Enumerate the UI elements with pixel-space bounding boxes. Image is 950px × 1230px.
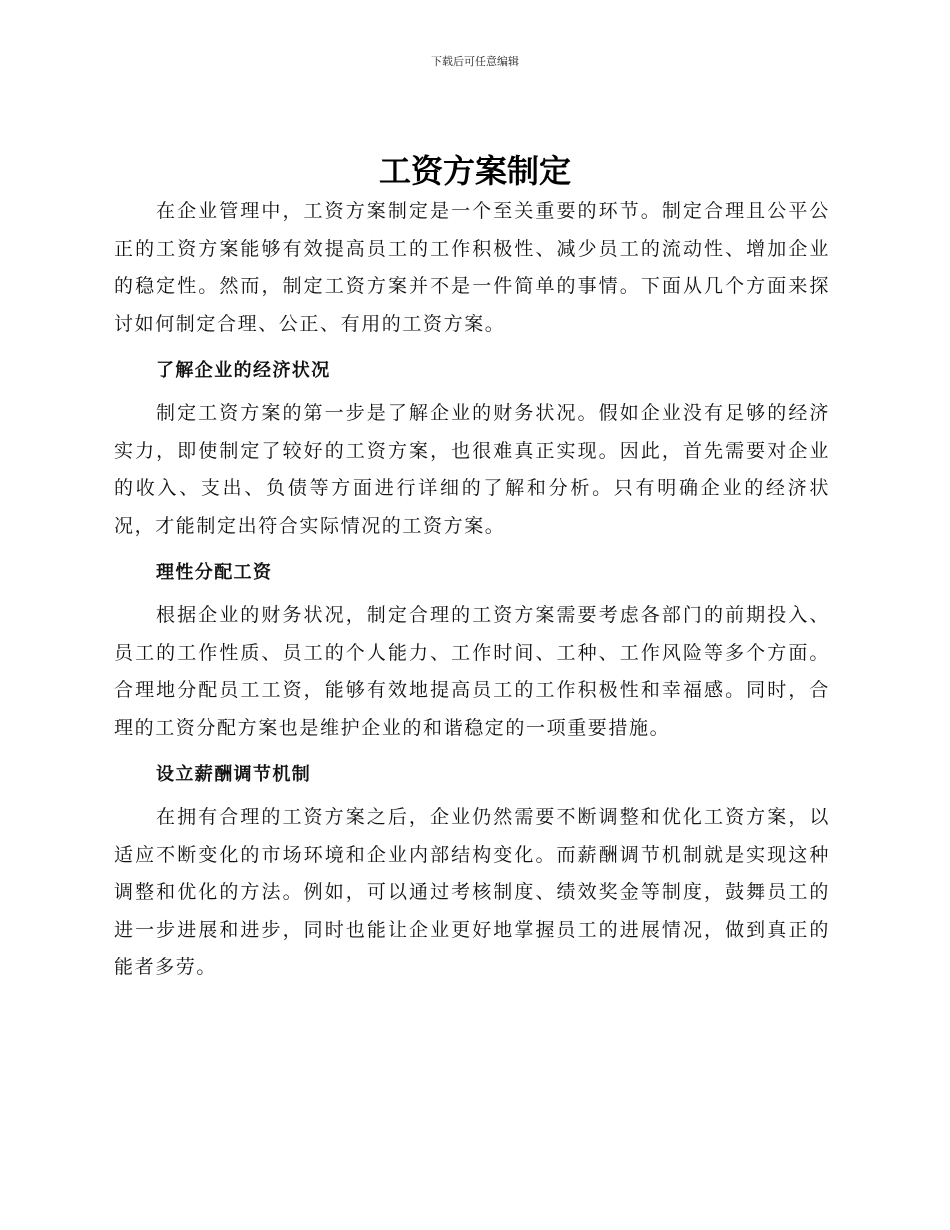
section-paragraph-rational-allocation: 根据企业的财务状况，制定合理的工资方案需要考虑各部门的前期投入、员工的工作性质、员工的个人能力、工作时间、工种、工作风险等多个方面。合理地分配员工工资，能够有效地提高员工的工作积极性和幸福感。同时，合理的工资分配方案也是维护企业的和谐稳定的一项重要措施。 — [114, 604, 830, 739]
section-paragraph-economic-status: 制定工资方案的第一步是了解企业的财务状况。假如企业没有足够的经济实力，即使制定了较好的工资方案，也很难真正实现。因此，首先需要对企业的收入、支出、负债等方面进行详细的了解和分析。只有明确企业的经济状况，才能制定出符合实际情况的工资方案。 — [114, 402, 830, 537]
document-body — [114, 193, 830, 987]
section-paragraph-adjustment-mechanism: 在拥有合理的工资方案之后，企业仍然需要不断调整和优化工资方案，以适应不断变化的市场环境和企业内部结构变化。而薪酬调节机制就是实现这种调整和优化的方法。例如，可以通过考核制度、绩效奖金等制度，鼓舞员工的进一步进展和进步，同时也能让企业更好地掌握员工的进展情况，做到真正的能者多劳。 — [114, 806, 830, 978]
document-title: 工资方案制定 — [378, 152, 571, 190]
section-heading-rational-allocation: 理性分配工资 — [156, 562, 273, 583]
intro-paragraph: 在企业管理中，工资方案制定是一个至关重要的环节。制定合理且公平公正的工资方案能够有效提高员工的工作积极性、减少员工的流动性、增加企业的稳定性。然而，制定工资方案并不是一件简单的事情。下面从几个方面来探讨如何制定合理、公正、有用的工资方案。 — [114, 200, 830, 335]
page-header-note: 下载后可任意编辑 — [431, 55, 519, 68]
section-heading-adjustment-mechanism: 设立薪酬调节机制 — [156, 764, 312, 785]
section-heading-economic-status: 了解企业的经济状况 — [156, 360, 331, 381]
